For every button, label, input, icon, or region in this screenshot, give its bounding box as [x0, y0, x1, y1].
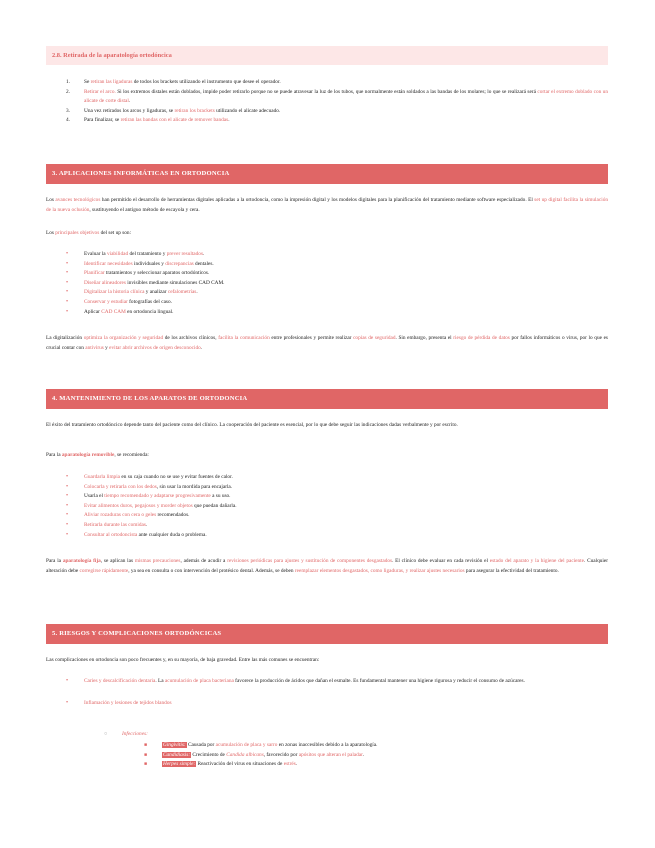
list-item: • Usarla el tiempo recomendado y adaptarse progresivamente a su uso.	[66, 492, 608, 502]
paragraph: Para la aparatología removible, se recomienda:	[46, 452, 149, 458]
paragraph: Las complicaciones en ortodoncia son poco frecuentes y, en su mayoría, de baja gravedad. Entre las más comunes se encuentran:	[46, 657, 320, 663]
section-title-5: 5. RIESGOS Y COMPLICACIONES ORTODÓNCICAS	[46, 624, 608, 644]
bullet-icon: •	[66, 512, 69, 519]
list-item: • Conservar y estudiar fotografías del caso.	[66, 298, 608, 308]
list-item: • Caries y descalcificación dentaria. La acumulación de placa bacteriana favorece la producción de ácidos que dañan el esmalte. Es fundamental mantener una higiene rigurosa y reducir el consumo de azúcares.	[66, 677, 608, 687]
bullet-icon: •	[66, 699, 69, 706]
list-item: • Diseñar alineadores invisibles mediante simulaciones CAD CAM.	[66, 279, 608, 289]
paragraph: Los avances tecnológicos han permitido el desarrollo de herramientas digitales aplicadas a la ortodoncia, como la impresión digital y los modelos digitales para la planificación del tratamiento mediante software especializado. El set up digital facilita la simulación de la nueva oclusión, sustituyendo el antiguo método de escayola y cera.	[46, 197, 608, 213]
list-item: • Planificar tratamientos y seleccionar aparatos ortodónticos.	[66, 269, 608, 279]
bullet-icon: •	[66, 289, 69, 296]
bullet-icon: •	[66, 502, 69, 509]
section-title-3: 3. APLICACIONES INFORMÁTICAS EN ORTODONCIA	[46, 164, 608, 184]
list-item: 3. Una vez retirados los arcos y ligaduras, se retiran los brackets utilizando el alicate adecuado.	[66, 107, 281, 114]
complications-list	[66, 677, 608, 708]
list-item: ■ Candidiasis: Crecimiento de Candida albicans, favorecido por apósitos que alteran el paladar.	[144, 751, 604, 761]
list-item: ■ Herpes simple: Reactivación del virus en situaciones de estrés.	[144, 760, 604, 770]
list-item: • Consultar al ortodoncista ante cualquier duda o problema.	[66, 531, 608, 541]
square-bullet-icon: ■	[144, 762, 148, 768]
list-item: • Aliviar rozaduras con cera o geles recomendados.	[66, 511, 608, 521]
removal-steps-list	[66, 78, 608, 126]
square-bullet-icon: ■	[144, 752, 148, 758]
infections-list	[144, 741, 604, 770]
list-item: • Evitar alimentos duros, pegajosos y morder objetos que puedan dañarla.	[66, 502, 608, 512]
section-title-4: 4. MANTENIMIENTO DE LOS APARATOS DE ORTODONCIA	[46, 389, 608, 409]
list-item: • Inflamación y lesiones de tejidos blandos	[66, 699, 608, 709]
bullet-icon: •	[66, 260, 69, 267]
removable-recommendations-list	[66, 473, 608, 540]
bullet-icon: •	[66, 483, 69, 490]
square-bullet-icon: ■	[144, 743, 148, 748]
sublist-header: ○ Infecciones:	[104, 730, 604, 740]
paragraph: El éxito del tratamiento ortodóncico depende tanto del paciente como del clínico. La cooperación del paciente es esencial, por lo que debe seguir las indicaciones dadas verbalmente y por escrito.	[46, 422, 458, 428]
bullet-icon: •	[66, 270, 69, 277]
paragraph: Para la aparatología fija, se aplican las mismas precauciones, además de acudir a revisiones periódicas para ajustes y sustitución de componentes desgastados. El clínico debe evaluar en cada revisión el estado del aparato y la higiene del paciente. Cualquier alteración debe corregirse rápidamente, ya sea en consulta o con intervención del protésico dental. Además, se deben reemplazar elementos desgastados, como ligaduras, y realizar ajustes necesarios para asegurar la efectividad del tratamiento.	[46, 558, 608, 574]
bullet-icon: •	[66, 521, 69, 528]
list-item: • Evaluar la viabilidad del tratamiento y prever resultados.	[66, 250, 608, 260]
bullet-icon: •	[66, 531, 69, 538]
list-item: 2. Retirar el arco. Si los extremos distales están doblados, impide poder retirarlo porque no se puede atravesar la luz de los tubos, que normalmente están soldados a las bandas de los molares; lo que se realizará será cortar el extremo doblado con un alicate de corte distal.	[66, 88, 608, 105]
list-item: 1. Se retiran las ligaduras de todos los brackets utilizando el instrumento que desee el operador.	[66, 79, 281, 85]
list-item: 4. Para finalizar, se retiran las bandas con el alicate de remover bandas.	[66, 117, 230, 124]
bullet-icon: •	[66, 474, 69, 480]
list-item: • Guardarla limpia en su caja cuando no se use y evitar fuentes de calor.	[66, 473, 608, 483]
list-item: ■ Gingivitis: Causada por acumulación de placa y sarro en zonas inaccesibles debido a la aparatología.	[144, 741, 604, 751]
bullet-icon: •	[66, 493, 69, 500]
paragraph: Los principales objetivos del set up son:	[46, 230, 132, 236]
bullet-icon: •	[66, 678, 69, 684]
list-item: • Identificar necesidades individuales y discrepancias dentales.	[66, 260, 608, 270]
circle-bullet-icon: ○	[104, 731, 108, 737]
paragraph: La digitalización optimiza la organización y seguridad de los archivos clínicos, facilita la comunicación entre profesionales y permite realizar copias de seguridad. Sin embargo, presenta el riesgo de pérdida de datos por fallos informáticos o virus, por lo que es crucial contar con antivirus y evitar abrir archivos de origen desconocido.	[46, 335, 608, 351]
setup-objectives-list	[66, 250, 608, 317]
bullet-icon: •	[66, 279, 69, 286]
subsection-title-2-8: 2.8. Retirada de la aparatología ortodóncica	[46, 46, 608, 65]
bullet-icon: •	[66, 298, 69, 305]
list-item: • Retirarla durante las comidas.	[66, 521, 608, 531]
bullet-icon: •	[66, 308, 69, 315]
bullet-icon: •	[66, 251, 69, 257]
list-item: • Colocarla y retirarla con los dedos, sin usar la mordida para encajarla.	[66, 483, 608, 493]
list-item: • Aplicar CAD CAM en ortodoncia lingual.	[66, 308, 608, 318]
list-item: • Digitalizar la historia clínica y analizar cefalometrías.	[66, 288, 608, 298]
